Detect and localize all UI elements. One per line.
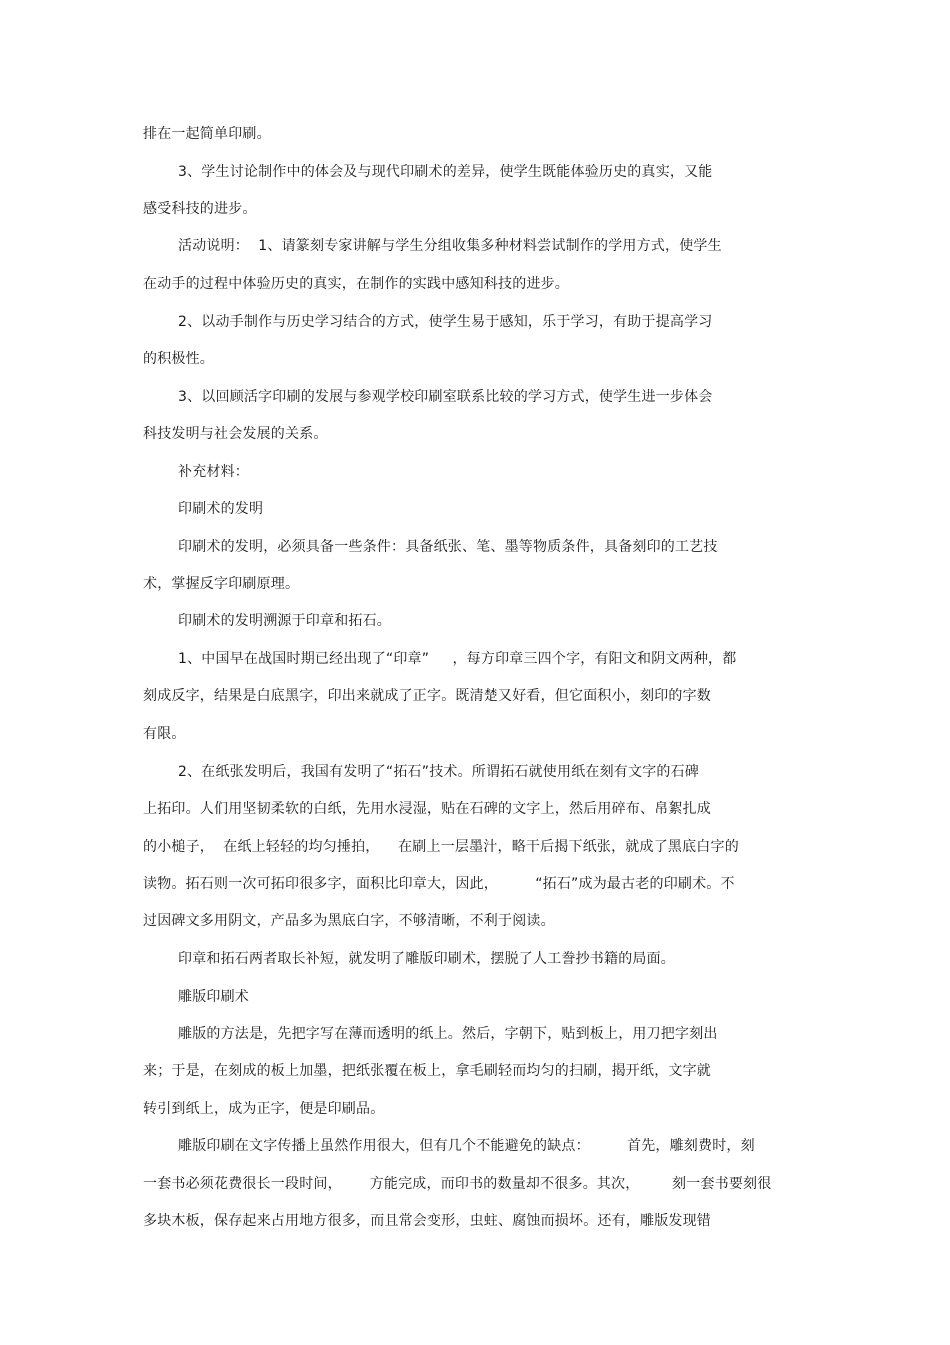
text-line: 印章和拓石两者取长补短，就发明了雕版印刷术，摆脱了人工誊抄书籍的局面。 [178,951,675,967]
text-line: 排在一起简单印刷。 [143,126,271,142]
text-line: 雕版印刷在文字传播上虽然作用很大，但有几个不能避免的缺点： 首先，雕刻费时，刻 [178,1138,755,1154]
text-line: 活动说明： 1、请篆刻专家讲解与学生分组收集多种材料尝试制作的学用方式，使学生 [178,238,722,254]
text-line: 1、中国早在战国时期已经出现了“印章” ，每方印章三四个字，有阳文和阴文两种，都 [178,651,737,667]
section-heading: 印刷术的发明 [178,501,264,517]
text-line: 的积极性。 [143,351,214,367]
text-line: 科技发明与社会发展的关系。 [143,426,328,442]
text-line: 转引到纸上，成为正字，便是印刷品。 [143,1101,385,1117]
text-line: 刻成反字，结果是白底黑字，印出来就成了正字。既清楚又好看，但它面积小，刻印的字数 [143,688,711,704]
text-line: 来；于是，在刻成的板上加墨，把纸张覆在板上，拿毛刷轻而均匀的扫刷，揭开纸，文字就 [143,1063,711,1079]
text-line: 2、以动手制作与历史学习结合的方式，使学生易于感知，乐于学习，有助于提高学习 [178,314,713,330]
text-line: 在动手的过程中体验历史的真实，在制作的实践中感知科技的进步。 [143,276,569,292]
section-heading: 雕版印刷术 [178,989,249,1005]
text-line: 有限。 [143,726,186,742]
text-line: 的小槌子， 在纸上轻轻的均匀捶拍， 在刷上一层墨汁，略干后揭下纸张，就成了黑底白字的 [143,839,739,855]
text-line: 3、学生讨论制作中的体会及与现代印刷术的差异，使学生既能体验历史的真实，又能 [178,164,713,180]
text-line: 补充材料： [178,464,249,480]
text-line: 印刷术的发明，必须具备一些条件：具备纸张、笔、墨等物质条件，具备刻印的工艺技 [178,539,718,555]
text-line: 一套书必须花费很长一段时间， 方能完成，而印书的数量却不很多。其次， 刻一套书要刻很 [143,1176,772,1192]
text-line: 印刷术的发明溯源于印章和拓石。 [178,613,391,629]
text-line: 术，掌握反字印刷原理。 [143,576,300,592]
text-line: 多块木板，保存起来占用地方很多，而且常会变形，虫蛀、腐蚀而损坏。还有，雕版发现错 [143,1213,711,1229]
text-line: 雕版的方法是，先把字写在薄而透明的纸上。然后，字朝下，贴到板上，用刀把字刻出 [178,1026,718,1042]
text-line: 3、以回顾活字印刷的发展与参观学校印刷室联系比较的学习方式，使学生进一步体会 [178,389,713,405]
text-line: 过因碑文多用阴文，产品多为黑底白字，不够清晰，不利于阅读。 [143,913,555,929]
text-line: 感受科技的进步。 [143,201,257,217]
text-line: 读物。拓石则一次可拓印很多字，面积比印章大，因此， “拓石”成为最古老的印刷术。不 [143,876,735,892]
text-line: 2、在纸张发明后，我国有发明了“拓石”技术。所谓拓石就使用纸在刻有文字的石碑 [178,764,700,780]
text-line: 上拓印。人们用坚韧柔软的白纸，先用水浸湿，贴在石碑的文字上，然后用碎布、帛絮扎成 [143,801,711,817]
